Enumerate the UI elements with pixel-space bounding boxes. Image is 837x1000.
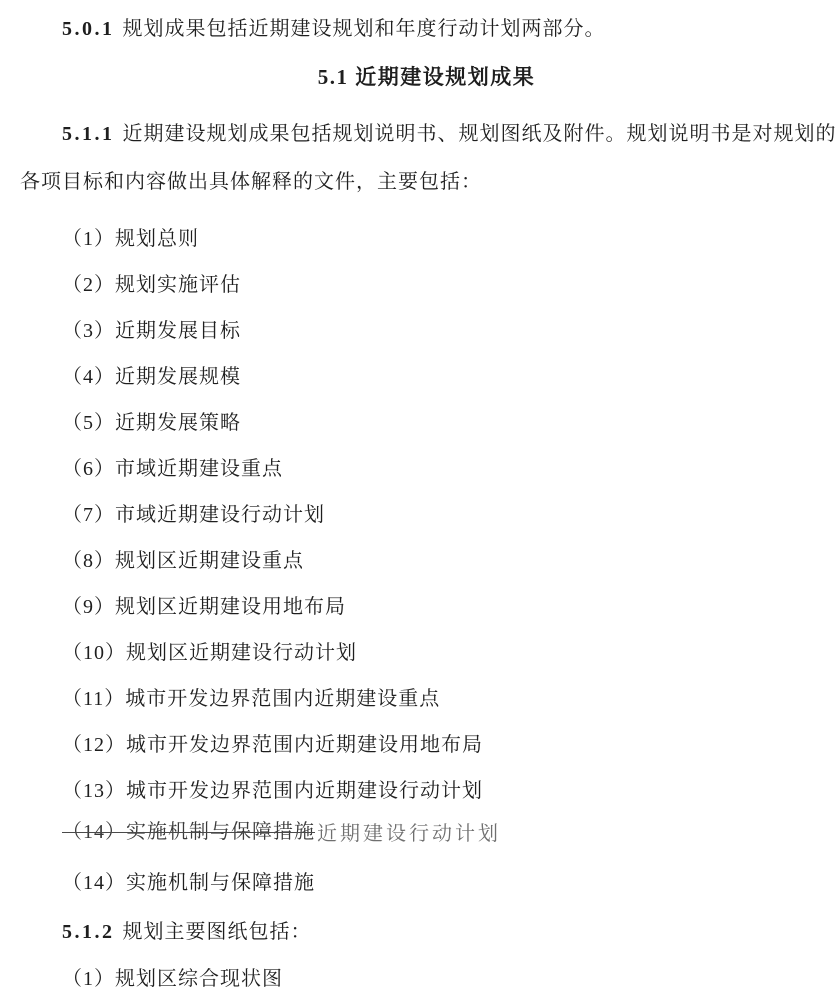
clause-5-0-1 <box>62 17 606 42</box>
list-item-14-artifact-text: （14）实施机制与保障措施 <box>62 821 315 843</box>
ghost-text-fragment: 近期建设行动计划 <box>317 823 501 845</box>
drawing-list-item-1: （1）规划区综合现状图 <box>62 968 283 990</box>
clause-5-1-1-line1 <box>62 122 837 147</box>
list-item-2: （2）规划实施评估 <box>62 274 241 296</box>
list-item-12: （12）城市开发边界范围内近期建设用地布局 <box>62 734 483 756</box>
clause-5-1-2 <box>62 920 312 945</box>
list-item-14-artifact <box>62 820 501 845</box>
list-item-14: （14）实施机制与保障措施 <box>62 872 315 894</box>
list-item-13: （13）城市开发边界范围内近期建设行动计划 <box>62 780 483 802</box>
list-item-3: （3）近期发展目标 <box>62 320 241 342</box>
list-item-1: （1）规划总则 <box>62 228 199 250</box>
clause-5-1-1-line2: 各项目标和内容做出具体解释的文件，主要包括： <box>20 171 482 193</box>
clause-text: 规划成果包括近期建设规划和年度行动计划两部分。 <box>122 18 606 40</box>
list-item-5: （5）近期发展策略 <box>62 412 241 434</box>
list-item-9: （9）规划区近期建设用地布局 <box>62 596 346 618</box>
clause-number: 5.1.1 <box>62 123 115 145</box>
clause-number: 5.1.2 <box>62 921 115 943</box>
list-item-4: （4）近期发展规模 <box>62 366 241 388</box>
clause-text: 近期建设规划成果包括规划说明书、规划图纸及附件。规划说明书是对规划的 <box>122 123 837 145</box>
list-item-8: （8）规划区近期建设重点 <box>62 550 304 572</box>
list-item-10: （10）规划区近期建设行动计划 <box>62 642 357 664</box>
section-heading: 5.1 近期建设规划成果 <box>317 65 536 89</box>
clause-text: 规划主要图纸包括： <box>122 921 312 943</box>
list-item-11: （11）城市开发边界范围内近期建设重点 <box>62 688 441 710</box>
list-item-6: （6）市域近期建设重点 <box>62 458 283 480</box>
list-item-7: （7）市域近期建设行动计划 <box>62 504 325 526</box>
clause-number: 5.0.1 <box>62 18 115 40</box>
